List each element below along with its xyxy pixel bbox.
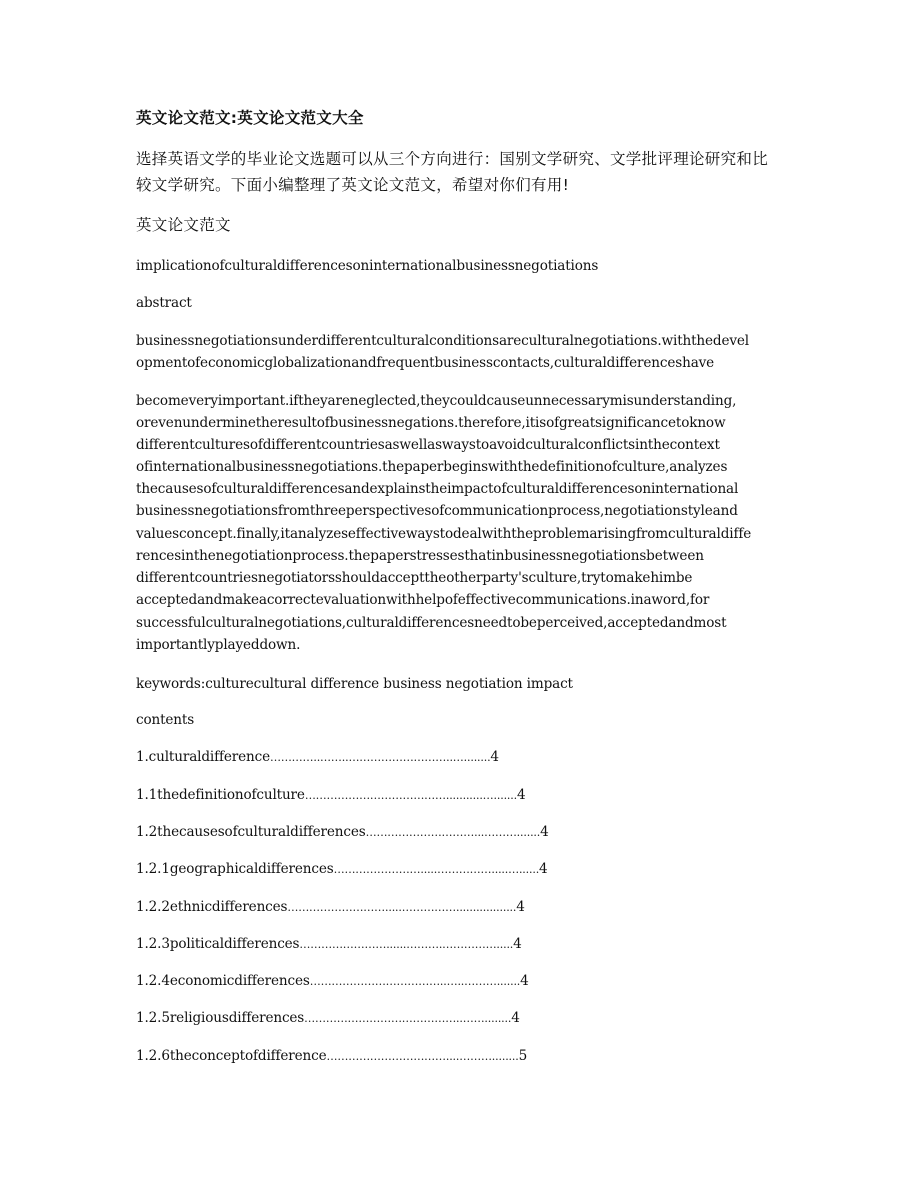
toc-label: 1.culturaldifference <box>136 749 270 765</box>
toc-label: 1.2.6theconceptofdifference <box>136 1048 327 1064</box>
abstract-line: rencesinthenegotiationprocess.thepaperstressesthatinbusinessnegotiationsbetween <box>136 548 704 564</box>
toc-page-number: 4 <box>520 973 529 989</box>
toc-label: 1.2thecausesofculturaldifferences <box>136 824 366 840</box>
toc-label: 1.2.3politicaldifferences <box>136 936 300 952</box>
abstract-line: differentcountriesnegotiatorsshouldaccepttheotherparty'sculture,trytomakehimbe <box>136 570 693 586</box>
contents-heading: contents <box>136 712 195 728</box>
toc-entry <box>136 897 525 918</box>
toc-entry <box>136 747 499 768</box>
abstract-line: businessnegotiationsunderdifferentculturalconditionsareculturalnegotiations.withthedevel <box>136 333 750 349</box>
toc-label: 1.2.1geographicaldifferences <box>136 861 334 877</box>
document-title: 英文论文范文:英文论文范文大全 <box>136 109 364 127</box>
toc-leader: ……………………………....………........ <box>326 1050 519 1063</box>
keywords-line: keywords:culturecultural difference business negotiation impact <box>136 676 573 692</box>
toc-page-number: 4 <box>511 1010 520 1026</box>
intro-line-1: 选择英语文学的毕业论文选题可以从三个方向进行：国别文学研究、文学批评理论研究和比 <box>136 150 769 168</box>
abstract-line: ofinternationalbusinessnegotiations.thepaperbeginswiththedefinitionofculture,analyzes <box>136 459 728 475</box>
toc-entry <box>136 822 549 843</box>
toc-page-number: 5 <box>518 1048 528 1064</box>
toc-leader: …………………………………...........…....... <box>304 789 517 802</box>
toc-page-number: 4 <box>516 787 526 803</box>
toc-leader: ………………………………..…..………....... <box>309 975 521 988</box>
toc-entry <box>136 859 548 880</box>
abstract-line: opmentofeconomicglobalizationandfrequentbusinesscontacts,culturaldifferenceshave <box>136 355 715 371</box>
toc-leader: ……………………….....…………….................. <box>287 901 517 914</box>
toc-page-number: 4 <box>539 861 548 877</box>
toc-label: 1.2.2ethnicdifferences <box>136 899 288 915</box>
abstract-line: valuesconcept.finally,itanalyzeseffectivewaystodealwiththeproblemarisingfromculturaldiffe <box>136 526 752 542</box>
toc-entry <box>136 1046 527 1067</box>
toc-leader: …………………….....…………….....…...... <box>333 863 540 876</box>
toc-page-number: 4 <box>516 899 525 915</box>
toc-page-number: 4 <box>540 824 549 840</box>
intro-line-2: 较文学研究。下面小编整理了英文论文范文，希望对你们有用! <box>136 176 570 194</box>
abstract-line: acceptedandmakeacorrectevaluationwithhelpofeffectivecommunications.inaword,for <box>136 592 710 608</box>
abstract-line: orevenunderminetheresultofbusinessnegations.therefore,itisofgreatsignificancetoknow <box>136 415 726 431</box>
toc-label: 1.2.4economicdifferences <box>136 973 310 989</box>
toc-leader: ……………………………………..……........ <box>304 1012 512 1025</box>
toc-page-number: 4 <box>490 749 499 765</box>
toc-entry <box>136 934 522 955</box>
section-heading: 英文论文范文 <box>136 216 231 234</box>
toc-page-number: 4 <box>513 936 522 952</box>
toc-leader: …………..……..………………………..…........ <box>269 751 491 764</box>
paper-title: implicationofculturaldifferencesoninternationalbusinessnegotiations <box>136 258 599 274</box>
toc-entry <box>136 971 529 992</box>
toc-label: 1.1thedefinitionofculture <box>136 787 305 803</box>
abstract-line: thecausesofculturaldifferencesandexplainstheimpactofculturaldifferencesoninternational <box>136 481 739 497</box>
toc-leader: ……………………......……….……………..... <box>299 938 514 951</box>
abstract-line: differentculturesofdifferentcountriesaswellaswaystoavoidculturalconflictsinthecontext <box>136 437 720 453</box>
toc-leader: …………………………...………....... <box>365 826 541 839</box>
toc-entry <box>136 1008 520 1029</box>
abstract-heading: abstract <box>136 295 192 311</box>
abstract-line: businessnegotiationsfromthreeperspectivesofcommunicationprocess,negotiationstyleand <box>136 503 738 519</box>
toc-entry <box>136 785 525 806</box>
abstract-line: successfulculturalnegotiations,culturaldifferencesneedtobeperceived,acceptedandmost <box>136 615 727 631</box>
abstract-line: importantlyplayeddown. <box>136 637 301 653</box>
toc-label: 1.2.5religiousdifferences <box>136 1010 305 1026</box>
abstract-line: becomeveryimportant.iftheyareneglected,theycouldcauseunnecessarymisunderstanding, <box>136 393 737 409</box>
